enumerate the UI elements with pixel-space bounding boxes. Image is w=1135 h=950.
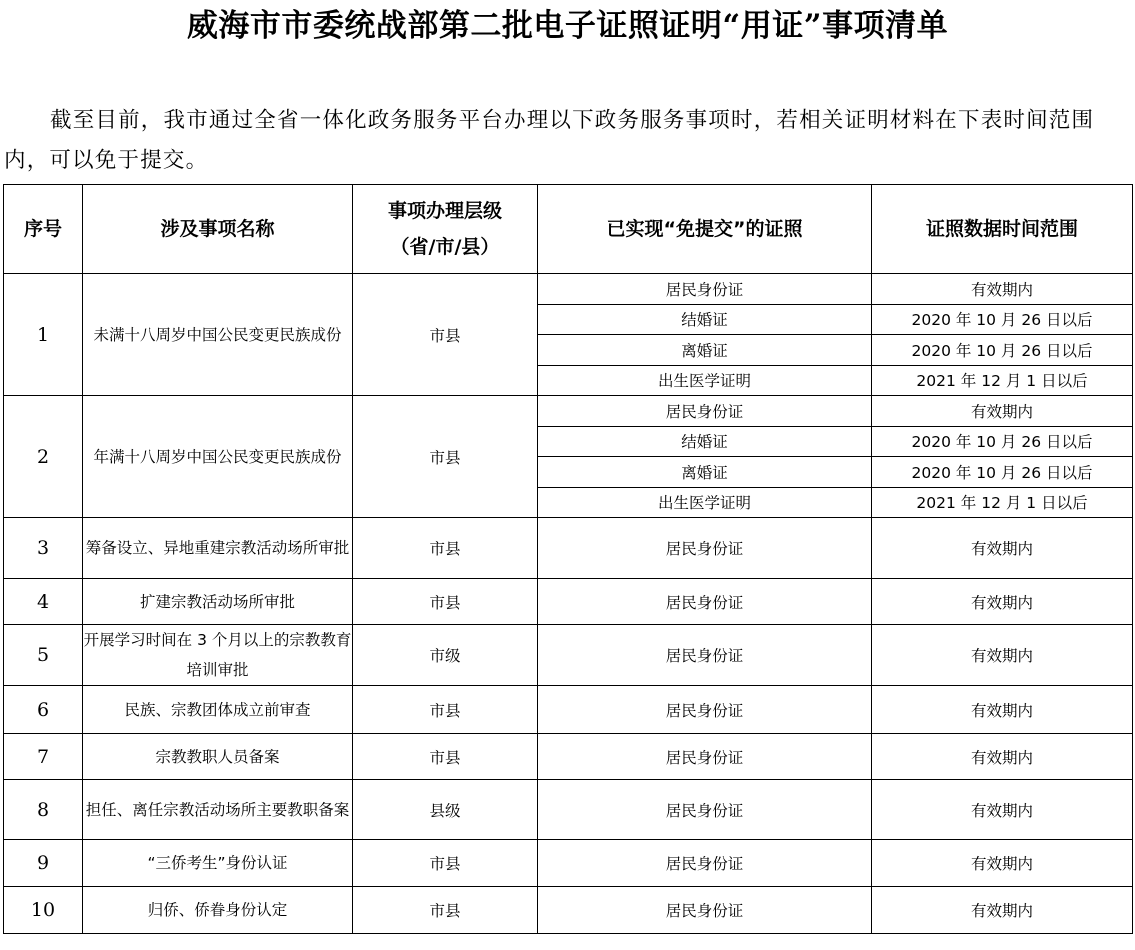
table-header-row (4, 185, 1133, 274)
row-index: 3 (4, 518, 83, 579)
row-index: 5 (4, 625, 83, 686)
row-range: 有效期内 (872, 625, 1133, 686)
row-cert: 离婚证 (538, 457, 872, 488)
row-name: 宗教教职人员备案 (83, 734, 353, 780)
row-index: 4 (4, 579, 83, 625)
row-range: 2020 年 10 月 26 日以后 (872, 457, 1133, 488)
row-name: 未满十八周岁中国公民变更民族成份 (83, 274, 353, 396)
row-cert: 居民身份证 (538, 734, 872, 780)
table-row (4, 840, 1133, 887)
row-cert: 出生医学证明 (538, 487, 872, 518)
row-level: 市县 (353, 579, 538, 625)
row-range: 2020 年 10 月 26 日以后 (872, 304, 1133, 335)
row-index: 7 (4, 734, 83, 780)
row-cert: 离婚证 (538, 335, 872, 366)
table-row (4, 274, 1133, 305)
row-level: 市县 (353, 686, 538, 734)
row-cert: 居民身份证 (538, 686, 872, 734)
row-range: 有效期内 (872, 579, 1133, 625)
table-row (4, 780, 1133, 840)
row-level: 市县 (353, 274, 538, 396)
table-row (4, 734, 1133, 780)
row-index: 1 (4, 274, 83, 396)
row-level: 市县 (353, 734, 538, 780)
header-name: 涉及事项名称 (83, 185, 353, 274)
row-cert: 居民身份证 (538, 579, 872, 625)
row-name: 归侨、侨眷身份认定 (83, 887, 353, 934)
row-level: 市县 (353, 396, 538, 518)
table-row (4, 686, 1133, 734)
row-range: 有效期内 (872, 518, 1133, 579)
row-cert: 居民身份证 (538, 887, 872, 934)
row-range: 2020 年 10 月 26 日以后 (872, 426, 1133, 457)
table-row (4, 887, 1133, 934)
row-range: 有效期内 (872, 887, 1133, 934)
row-index: 6 (4, 686, 83, 734)
row-index: 2 (4, 396, 83, 518)
row-cert: 居民身份证 (538, 780, 872, 840)
row-range: 有效期内 (872, 274, 1133, 305)
intro-paragraph: 截至目前，我市通过全省一体化政务服务平台办理以下政务服务事项时，若相关证明材料在下表时间范围内，可以免于提交。 (4, 108, 1095, 173)
table-row (4, 396, 1133, 427)
table-row (4, 625, 1133, 686)
row-cert: 居民身份证 (538, 274, 872, 305)
row-name: 民族、宗教团体成立前审查 (83, 686, 353, 734)
row-cert: 居民身份证 (538, 840, 872, 887)
row-name: 开展学习时间在 3 个月以上的宗教教育培训审批 (83, 625, 353, 686)
header-level (353, 185, 538, 274)
row-name: 年满十八周岁中国公民变更民族成份 (83, 396, 353, 518)
row-level: 市级 (353, 625, 538, 686)
page-title: 威海市市委统战部第二批电子证照证明“用证”事项清单 (186, 8, 949, 44)
row-index: 8 (4, 780, 83, 840)
row-level: 市县 (353, 840, 538, 887)
row-range: 2021 年 12 月 1 日以后 (872, 365, 1133, 396)
table-row (4, 579, 1133, 625)
row-name: 担任、离任宗教活动场所主要教职备案 (83, 780, 353, 840)
row-cert: 结婚证 (538, 426, 872, 457)
row-index: 10 (4, 887, 83, 934)
row-range: 有效期内 (872, 734, 1133, 780)
row-level: 县级 (353, 780, 538, 840)
row-index: 9 (4, 840, 83, 887)
row-range: 有效期内 (872, 840, 1133, 887)
row-cert: 居民身份证 (538, 625, 872, 686)
header-level-line1: 事项办理层级 (387, 200, 502, 222)
row-cert: 出生医学证明 (538, 365, 872, 396)
header-index: 序号 (4, 185, 83, 274)
row-range: 有效期内 (872, 396, 1133, 427)
header-level-line2: （省/市/县） (390, 236, 500, 258)
row-name: 筹备设立、异地重建宗教活动场所审批 (83, 518, 353, 579)
row-level: 市县 (353, 887, 538, 934)
row-cert: 居民身份证 (538, 396, 872, 427)
table-body (4, 274, 1133, 934)
row-range: 有效期内 (872, 686, 1133, 734)
row-range: 2020 年 10 月 26 日以后 (872, 335, 1133, 366)
row-name: 扩建宗教活动场所审批 (83, 579, 353, 625)
table-row (4, 518, 1133, 579)
row-range: 有效期内 (872, 780, 1133, 840)
row-cert: 结婚证 (538, 304, 872, 335)
row-level: 市县 (353, 518, 538, 579)
row-cert: 居民身份证 (538, 518, 872, 579)
header-cert: 已实现“免提交”的证照 (538, 185, 872, 274)
row-name: “三侨考生”身份认证 (83, 840, 353, 887)
items-table (3, 184, 1133, 934)
row-range: 2021 年 12 月 1 日以后 (872, 487, 1133, 518)
header-range: 证照数据时间范围 (872, 185, 1133, 274)
